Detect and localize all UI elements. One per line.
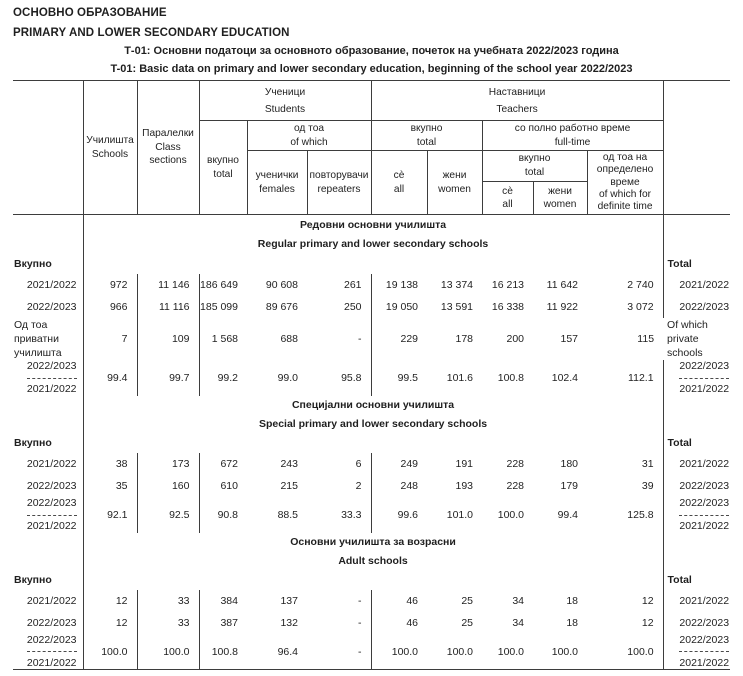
value-cell: 387 <box>199 612 247 634</box>
ratio-divider <box>679 378 729 379</box>
value-cell: 90 608 <box>265 278 298 291</box>
table-title-en: T-01: Basic data on primary and lower secondary education, beginning of the school year 2022/2023 <box>110 63 633 75</box>
value-cell: 178 <box>455 332 474 345</box>
section-title-mk: Основни училишта за возрасни <box>290 535 456 548</box>
section-title <box>83 533 663 571</box>
value-cell: - <box>358 645 362 658</box>
ratio-denominator: 2021/2022 <box>26 656 77 669</box>
empty-cell <box>83 571 663 590</box>
value-cell: 180 <box>560 457 579 470</box>
row-label: Вкупно <box>14 258 52 271</box>
value-cell: 99.5 <box>371 360 427 396</box>
ratio-divider <box>679 651 729 652</box>
value-cell: 109 <box>137 318 199 360</box>
value-cell: 100.8 <box>199 634 247 670</box>
label-mk: Училишта <box>86 135 134 147</box>
value-cell: 16 338 <box>491 300 525 313</box>
label-en: Students <box>264 103 306 115</box>
value-cell: 1 568 <box>199 318 247 360</box>
empty-cell <box>83 434 663 453</box>
section-title-row <box>13 396 730 434</box>
col-header-repeaters <box>307 151 371 215</box>
row-label <box>663 634 730 670</box>
col-header-fulltime-all <box>482 181 533 215</box>
label-en: women <box>438 183 471 195</box>
col-header-females <box>247 151 307 215</box>
label-mk: Ученици <box>264 86 306 98</box>
value-cell: 384 <box>199 590 247 612</box>
ratio-numerator: 2022/2023 <box>26 360 77 373</box>
index-row <box>13 360 730 396</box>
value-cell: 33 <box>137 590 199 612</box>
value-cell: 112.1 <box>628 371 654 384</box>
label-en: total <box>416 136 437 148</box>
row-label: 2021/2022 <box>663 590 730 612</box>
value-cell: 92.5 <box>137 497 199 533</box>
empty-cell <box>663 215 730 255</box>
data-row-2021-2022 <box>13 590 730 612</box>
col-header-students-total <box>199 121 247 215</box>
label-mk: сè <box>393 170 405 182</box>
value-cell: 2 <box>355 479 362 492</box>
ratio-denominator: 2021/2022 <box>26 520 77 533</box>
ratio-divider <box>679 515 729 516</box>
table-title-mk: Т-01: Основни податоци за основното образование, почеток на учебната 2022/2023 година <box>124 45 619 57</box>
value-cell: 31 <box>641 457 654 470</box>
label-mk: вкупно <box>207 155 239 167</box>
label-mk: Паралелки <box>142 128 194 140</box>
value-cell: 99.2 <box>199 360 247 396</box>
value-cell: - <box>358 616 362 629</box>
value-cell: 16 213 <box>491 278 525 291</box>
value-cell: 39 <box>641 479 654 492</box>
value-cell: 228 <box>506 457 525 470</box>
row-label-column-header-left <box>13 81 83 215</box>
value-cell: 115 <box>637 332 655 345</box>
label-en: Class sections <box>149 141 187 167</box>
col-group-teachers-total <box>371 121 482 151</box>
value-cell: - <box>358 332 362 345</box>
value-cell: 186 649 <box>199 274 247 296</box>
row-label: 2021/2022 <box>663 274 730 296</box>
index-row <box>13 634 730 670</box>
row-label: 2021/2022 <box>26 278 77 291</box>
label-en: females <box>259 183 295 195</box>
value-cell: 248 <box>371 475 427 497</box>
value-cell: 88.5 <box>277 508 298 521</box>
data-row-2022-2023 <box>13 475 730 497</box>
row-label: 2021/2022 <box>663 453 730 475</box>
value-cell: 11 922 <box>546 300 579 313</box>
col-group-teachers <box>371 81 663 121</box>
value-cell: 34 <box>512 594 525 607</box>
label-mk: жени <box>548 185 572 197</box>
value-cell: 19 050 <box>371 296 427 318</box>
ratio-divider <box>27 378 77 379</box>
label-en: Schools <box>91 148 129 160</box>
value-cell: 12 <box>83 590 137 612</box>
value-cell: 101.0 <box>446 508 474 521</box>
label-mk: од тоа <box>293 123 325 134</box>
document-title-en: PRIMARY AND LOWER SECONDARY EDUCATION <box>13 27 290 39</box>
value-cell: 11 146 <box>137 274 199 296</box>
value-cell: 38 <box>83 453 137 475</box>
section-title <box>83 215 663 255</box>
value-cell: 100.0 <box>371 634 427 670</box>
col-group-of-which <box>247 121 371 151</box>
value-cell: 102.4 <box>551 371 579 384</box>
value-cell: 33 <box>137 612 199 634</box>
section-title-mk: Редовни основни училишта <box>299 219 447 232</box>
value-cell: 125.8 <box>627 508 654 521</box>
value-cell: 12 <box>641 616 654 629</box>
header-row-groups <box>13 81 730 121</box>
data-row-2021-2022 <box>13 453 730 475</box>
ratio-numerator: 2022/2023 <box>26 633 77 646</box>
value-cell: 966 <box>83 296 137 318</box>
label-en: of which <box>290 136 328 148</box>
section-title-en: Adult schools <box>338 554 408 567</box>
ratio-numerator: 2022/2023 <box>679 633 730 646</box>
value-cell: 250 <box>343 300 362 313</box>
value-cell: 90.8 <box>199 497 247 533</box>
section-title-en: Regular primary and lower secondary schools <box>257 238 489 251</box>
value-cell: 972 <box>83 274 137 296</box>
value-cell: 11 116 <box>137 296 199 318</box>
value-cell: 100.0 <box>446 645 474 658</box>
row-label <box>13 360 83 396</box>
ratio-numerator: 2022/2023 <box>679 497 730 510</box>
empty-cell <box>13 533 83 571</box>
value-cell: 229 <box>371 318 427 360</box>
data-row-2022-2023 <box>13 612 730 634</box>
row-label: Total <box>667 258 692 271</box>
label-mk: вкупно <box>410 123 443 134</box>
value-cell: 100.0 <box>497 645 525 658</box>
value-cell: 137 <box>280 594 298 607</box>
label-en: full-time <box>554 136 591 148</box>
row-label: Of which private schools <box>667 318 708 359</box>
value-cell: 101.6 <box>446 371 474 384</box>
value-cell: 92.1 <box>83 497 137 533</box>
label-mk: Наставници <box>488 86 546 98</box>
value-cell: 25 <box>461 594 474 607</box>
total-row <box>13 434 730 453</box>
value-cell: 46 <box>371 612 427 634</box>
value-cell: 99.6 <box>371 497 427 533</box>
value-cell: 18 <box>566 594 579 607</box>
index-row <box>13 497 730 533</box>
row-label: 2022/2023 <box>26 300 77 313</box>
label-mk: вкупно <box>518 153 551 165</box>
ratio-divider <box>27 651 77 652</box>
row-label <box>13 634 83 670</box>
value-cell: 25 <box>461 616 474 629</box>
value-cell: 160 <box>137 475 199 497</box>
empty-cell <box>13 396 83 434</box>
ratio-denominator: 2021/2022 <box>679 383 730 396</box>
value-cell: 12 <box>641 594 654 607</box>
value-cell: 11 642 <box>546 278 579 291</box>
label-mk: од тоа на определено време <box>596 152 654 188</box>
value-cell: 99.7 <box>137 360 199 396</box>
value-cell: 99.0 <box>277 371 298 384</box>
ratio-denominator: 2021/2022 <box>679 656 730 669</box>
value-cell: 249 <box>371 453 427 475</box>
col-header-teachers-women <box>427 151 482 215</box>
empty-cell <box>83 255 663 274</box>
value-cell: 100.0 <box>83 634 137 670</box>
value-cell: 688 <box>280 332 298 345</box>
value-cell: 12 <box>83 612 137 634</box>
row-label <box>663 497 730 533</box>
ratio-numerator: 2022/2023 <box>26 497 77 510</box>
value-cell: 672 <box>199 453 247 475</box>
row-label: 2022/2023 <box>26 616 77 629</box>
value-cell: 228 <box>506 479 525 492</box>
row-label: Вкупно <box>14 574 52 587</box>
data-row-2021-2022 <box>13 274 730 296</box>
value-cell: 35 <box>83 475 137 497</box>
label-mk: сè <box>502 185 513 197</box>
education-statistics-table <box>13 80 730 670</box>
label-en: women <box>543 199 577 211</box>
value-cell: 261 <box>343 278 362 291</box>
row-label: Total <box>667 574 692 587</box>
row-label: 2022/2023 <box>663 612 730 634</box>
section-title-en: Special primary and lower secondary schools <box>258 417 488 430</box>
value-cell: 185 099 <box>199 296 247 318</box>
value-cell: 95.8 <box>341 371 362 384</box>
section-title-row <box>13 215 730 255</box>
label-mk: ученички <box>255 170 299 182</box>
value-cell: 46 <box>371 590 427 612</box>
value-cell: 13 591 <box>440 300 474 313</box>
value-cell: 100.0 <box>137 634 199 670</box>
ratio-numerator: 2022/2023 <box>679 360 730 373</box>
value-cell: 100.0 <box>497 508 525 521</box>
row-label: 2022/2023 <box>26 479 77 492</box>
col-header-definite-time <box>587 151 663 215</box>
value-cell: 215 <box>280 479 298 492</box>
row-label <box>663 360 730 396</box>
col-header-teachers-all <box>371 151 427 215</box>
value-cell: 2 740 <box>627 278 654 291</box>
value-cell: 173 <box>137 453 199 475</box>
row-label: 2022/2023 <box>663 475 730 497</box>
row-label: Од тоа приватни училишта <box>14 318 62 359</box>
col-group-students <box>199 81 371 121</box>
value-cell: 19 138 <box>371 274 427 296</box>
col-header-schools <box>83 81 137 215</box>
row-label: Вкупно <box>14 437 52 450</box>
label-mk: со полно работно време <box>514 123 631 134</box>
private-schools-row <box>13 318 730 360</box>
value-cell: 100.0 <box>551 645 579 658</box>
row-label: Total <box>667 437 692 450</box>
label-mk: повторувачи <box>309 170 369 182</box>
total-row <box>13 571 730 590</box>
label-en: repeaters <box>317 183 361 195</box>
col-group-fulltime <box>482 121 663 151</box>
label-en: Teachers <box>496 103 538 115</box>
label-mk: жени <box>442 170 467 182</box>
document-title-mk: ОСНОВНО ОБРАЗОВАНИЕ <box>13 7 167 19</box>
value-cell: 18 <box>566 616 579 629</box>
value-cell: 100.8 <box>497 371 525 384</box>
value-cell: 132 <box>280 616 298 629</box>
empty-cell <box>13 215 83 255</box>
label-en: all <box>393 183 405 195</box>
empty-cell <box>663 396 730 434</box>
value-cell: 3 072 <box>627 300 654 313</box>
value-cell: 13 374 <box>440 278 474 291</box>
label-en: of which for definite time <box>597 188 653 213</box>
label-en: total <box>213 168 233 180</box>
col-group-fulltime-total <box>482 151 587 182</box>
value-cell: 99.4 <box>557 508 579 521</box>
label-en: total <box>524 166 545 178</box>
row-label: 2021/2022 <box>26 594 77 607</box>
value-cell: 34 <box>512 616 525 629</box>
col-header-class-sections <box>137 81 199 215</box>
ratio-denominator: 2021/2022 <box>26 383 77 396</box>
section-title <box>83 396 663 434</box>
empty-cell <box>663 533 730 571</box>
value-cell: 33.3 <box>341 508 362 521</box>
value-cell: 243 <box>280 457 298 470</box>
value-cell: 191 <box>455 457 474 470</box>
value-cell: 200 <box>506 332 525 345</box>
value-cell: 96.4 <box>277 645 298 658</box>
row-label-column-header-right <box>663 81 730 215</box>
value-cell: 179 <box>560 479 579 492</box>
section-title-row <box>13 533 730 571</box>
section-title-mk: Специјални основни училишта <box>291 398 455 411</box>
value-cell: 99.4 <box>83 360 137 396</box>
value-cell: 100.0 <box>627 645 654 658</box>
value-cell: - <box>358 594 362 607</box>
row-label: 2022/2023 <box>663 296 730 318</box>
value-cell: 89 676 <box>265 300 298 313</box>
value-cell: 6 <box>355 457 362 470</box>
value-cell: 157 <box>560 332 579 345</box>
row-label <box>13 497 83 533</box>
value-cell: 7 <box>83 318 137 360</box>
row-label: 2021/2022 <box>26 457 77 470</box>
value-cell: 193 <box>455 479 474 492</box>
col-header-fulltime-women <box>533 181 587 215</box>
ratio-denominator: 2021/2022 <box>679 520 730 533</box>
total-row <box>13 255 730 274</box>
ratio-divider <box>27 515 77 516</box>
label-en: all <box>502 199 513 211</box>
data-row-2022-2023 <box>13 296 730 318</box>
value-cell: 610 <box>199 475 247 497</box>
